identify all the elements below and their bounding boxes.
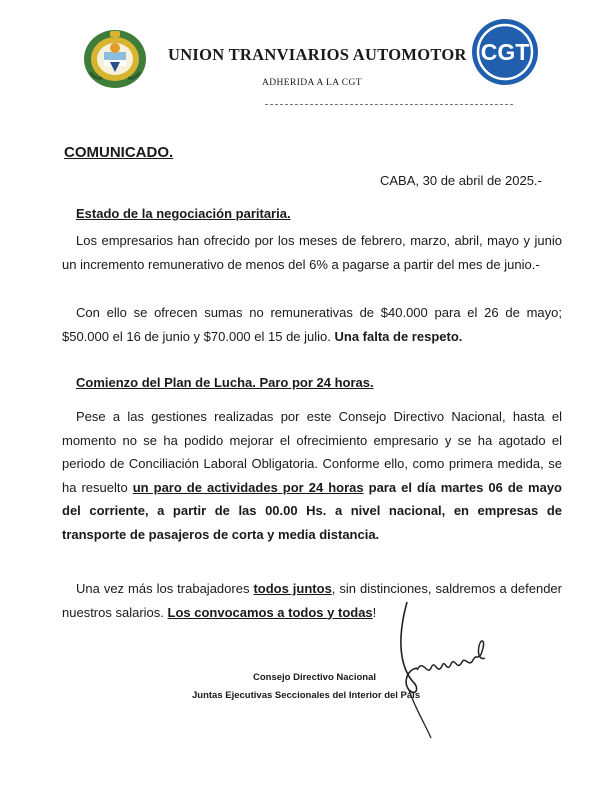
paragraph-strike-emphasis: un paro de actividades por 24 horas — [132, 479, 364, 495]
paragraph-call-a: Una vez más los trabajadores — [76, 581, 254, 596]
org-subtitle: ADHERIDA A LA CGT — [262, 78, 362, 88]
paragraph-strike-details: para el día martes 06 de mayo del corriente, a partir de las 00.00 Hs. a nivel nacional, en empresas de transporte de pasajeros de corta y media distancia. — [62, 479, 562, 542]
cgt-logo-icon — [470, 17, 540, 87]
paragraph-call-c: , sin distinciones, saldremos a defender nuestros salarios. — [62, 581, 562, 620]
paragraph-sums — [62, 301, 562, 348]
section-heading-negotiation: Estado de la negociación paritaria. — [76, 206, 291, 221]
handwritten-signature — [385, 598, 505, 748]
document-date: CABA, 30 de abril de 2025.- — [380, 173, 542, 188]
paragraph-strike — [62, 405, 562, 546]
section-heading-plan: Comienzo del Plan de Lucha. Paro por 24 horas. — [76, 375, 374, 390]
signature-council: Consejo Directivo Nacional — [253, 672, 377, 683]
union-seal-icon — [82, 28, 148, 90]
signature-juntas: Juntas Ejecutivas Seccionales del Interior del País — [192, 690, 421, 701]
header-divider — [265, 104, 513, 105]
paragraph-call-e: ! — [372, 604, 377, 620]
paragraph-call-invite: Los convocamos a todos y todas — [167, 604, 373, 620]
paragraph-call-together: todos juntos — [253, 581, 332, 596]
paragraph-strike-text: Pese a las gestiones realizadas por este Consejo Directivo Nacional, hasta el momento no se ha podido mejorar el ofrecimiento empresario y se ha agotado el periodo de Conciliación Laboral Obligatoria. Conforme ello, como primera medida, se ha resuelto — [62, 409, 562, 495]
paragraph-sums-text: Con ello se ofrecen sumas no remunerativas de $40.000 para el 26 de mayo; $50.000 el 16 de junio y $70.000 el 15 de julio. — [62, 305, 562, 344]
paragraph-offer: Los empresarios han ofrecido por los meses de febrero, marzo, abril, mayo y junio un incremento remunerativo de menos del 6% a pagarse a partir del mes de junio.- — [62, 233, 562, 272]
org-name: UNION TRANVIARIOS AUTOMOTOR — [168, 45, 467, 64]
paragraph-sums-emphasis: Una falta de respeto. — [334, 328, 463, 344]
cgt-logo-text: CGT — [480, 39, 530, 65]
document-title: COMUNICADO. — [64, 144, 174, 161]
